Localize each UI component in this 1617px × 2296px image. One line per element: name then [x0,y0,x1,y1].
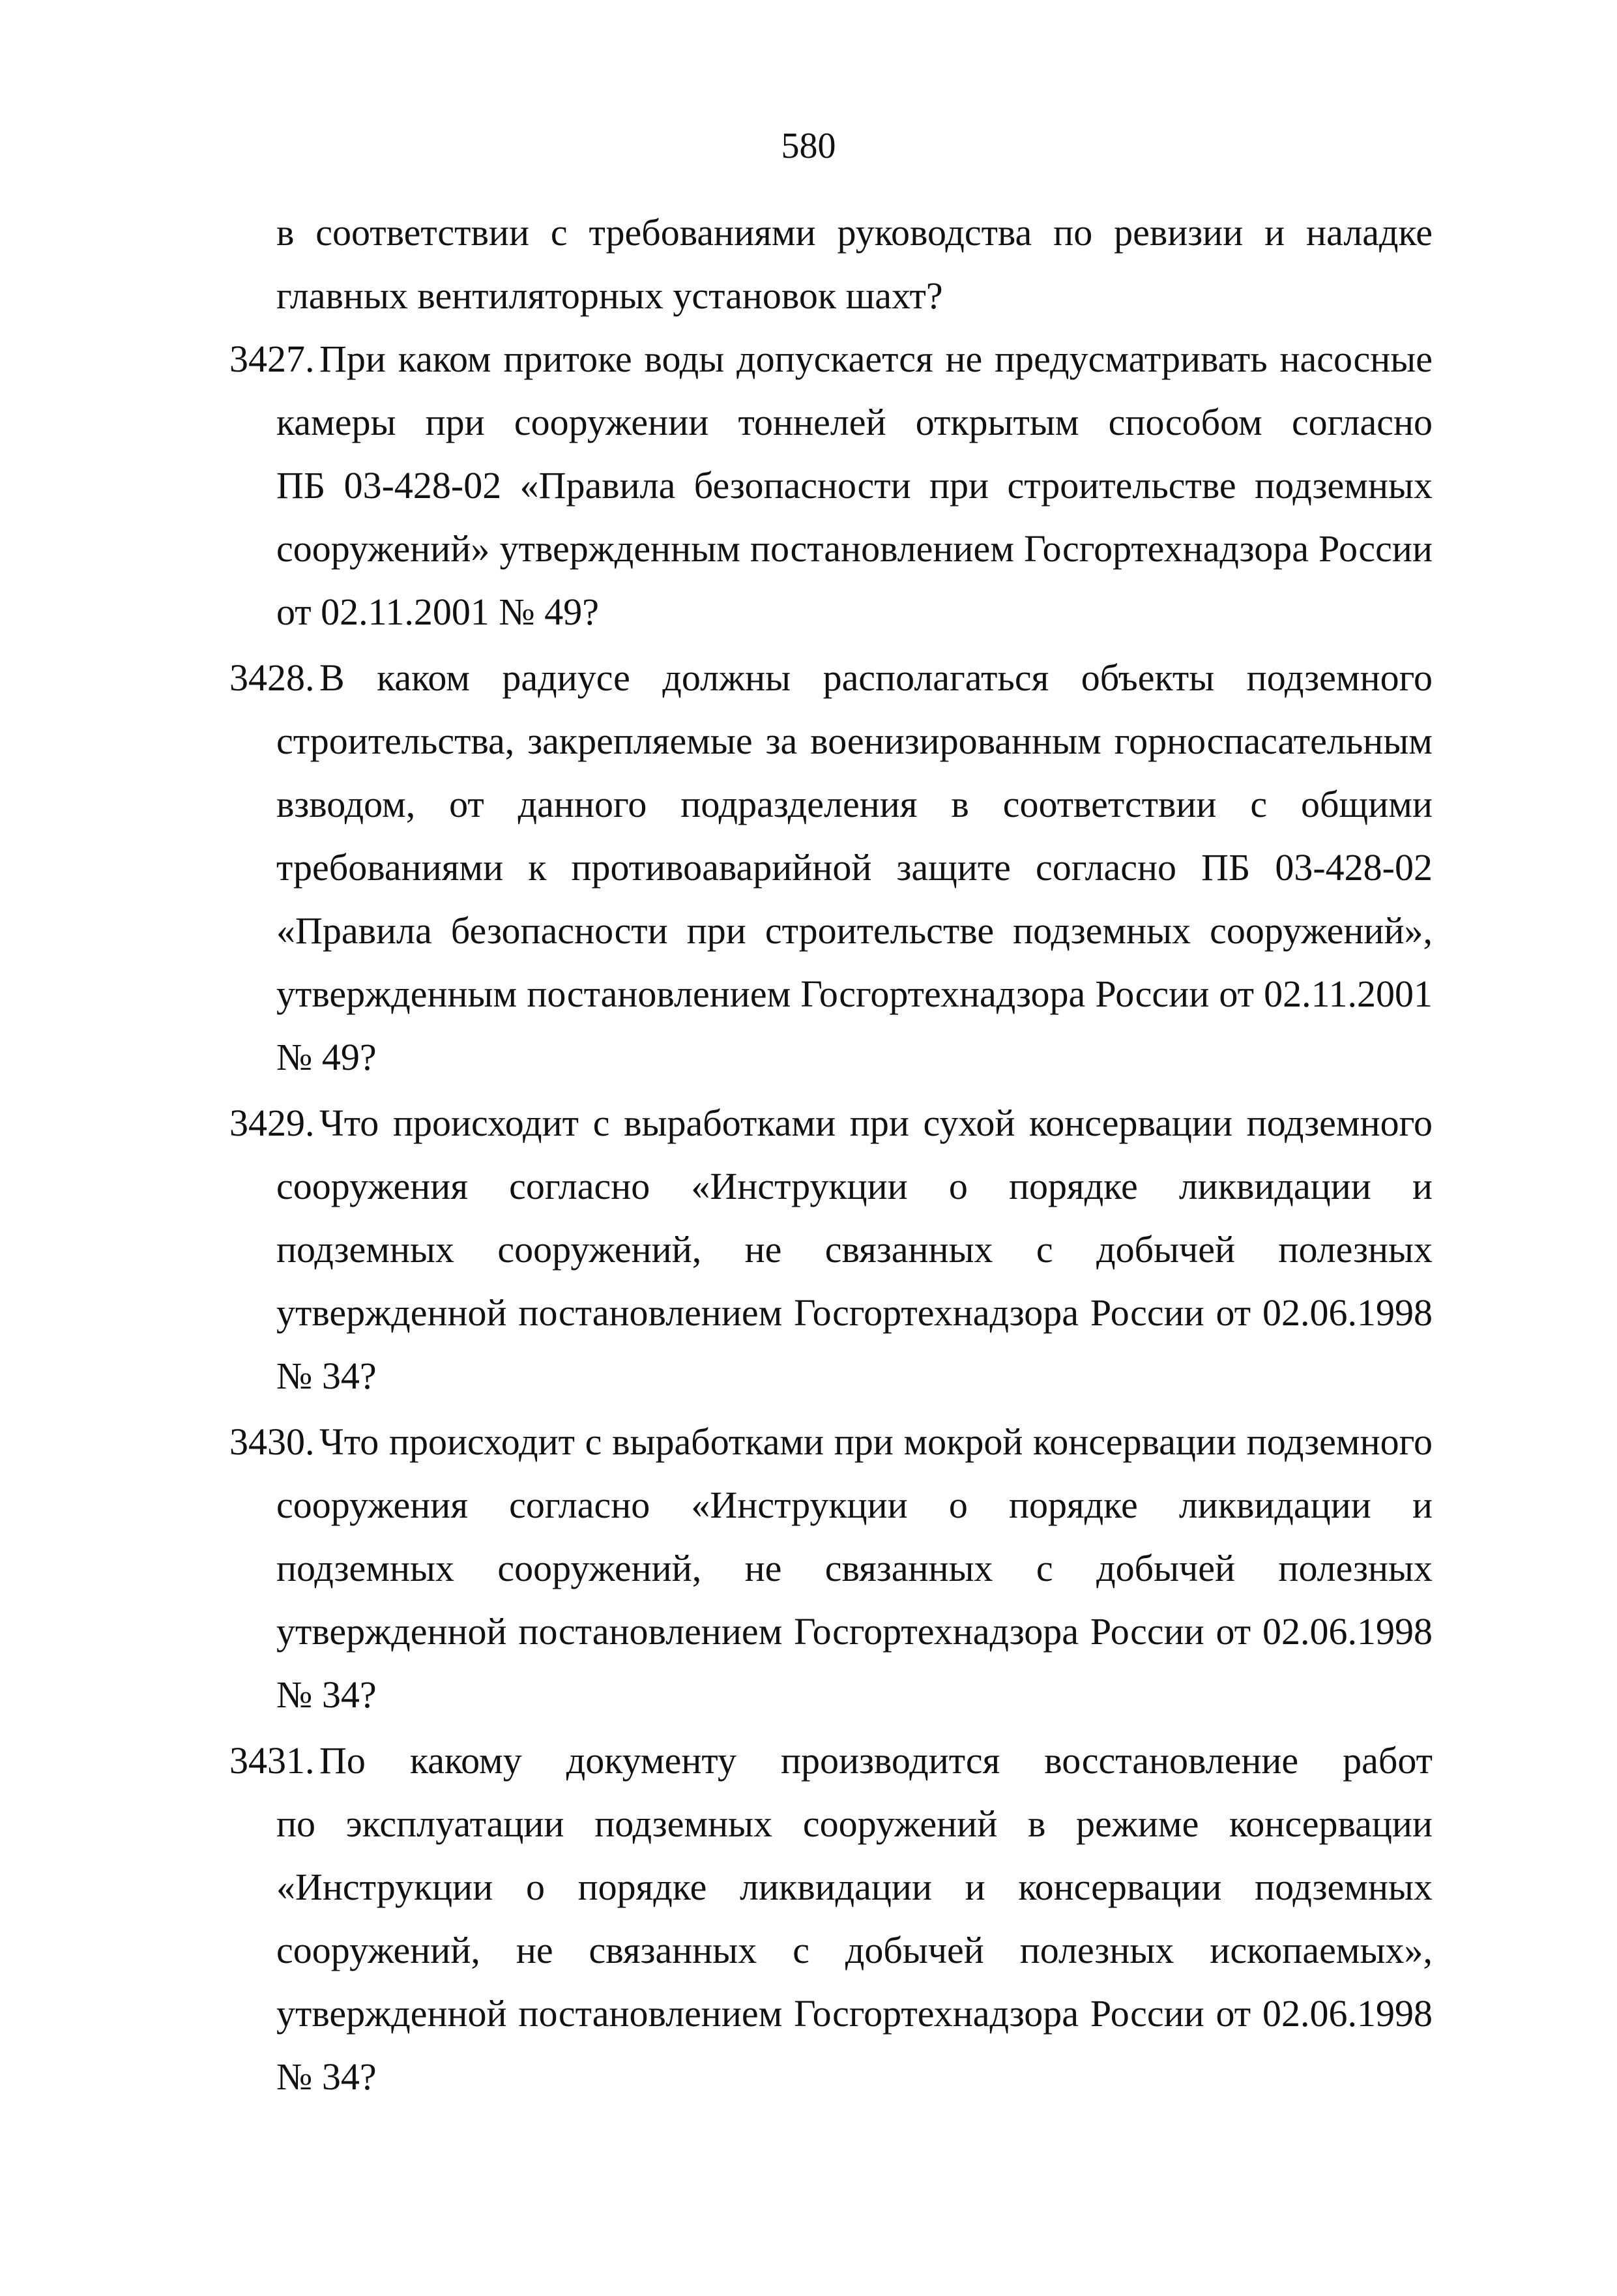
text-line: № 34? [276,1673,377,1716]
text-line: утвержденным постановлением Госгортехнадзора России от 02.11.2001 [276,973,1433,1015]
text-line: 3429. Что происходит с выработками при сухой консервации подземного [229,1091,1433,1155]
text-line: утвержденной постановлением Госгортехнадзора России от 02.06.1998 [276,1610,1433,1653]
page-number: 580 [781,126,836,166]
text-line: взводом, от данного подразделения в соответствии с общими [276,783,1433,825]
text-line: от 02.11.2001 № 49? [276,591,600,633]
text-line: № 34? [276,2055,377,2098]
question-number: 3428. [229,656,315,699]
question-number: 3431. [229,1739,315,1782]
text-line: по эксплуатации подземных сооружений в режиме консервации [276,1803,1433,1845]
text-line: главных вентиляторных установок шахт? [276,274,943,317]
text-line: камеры при сооружении тоннелей открытым способом согласно [276,401,1433,443]
text-line: сооружения согласно «Инструкции о порядке ликвидации и [276,1484,1433,1526]
document-body [229,201,1433,2111]
question-3428 [229,646,1433,1089]
question-3430 [229,1410,1433,1726]
text-line: подземных сооружений, не связанных с добычей полезных [276,1228,1433,1271]
text-line: в соответствии с требованиями руководства по ревизии и наладке [276,211,1433,254]
question-number: 3430. [229,1420,315,1463]
question-3427 [229,327,1433,643]
text-line: 3430. Что происходит с выработками при мокрой консервации подземного [229,1410,1433,1473]
text-line: строительства, закрепляемые за военизированным горноспасательным [276,720,1433,762]
text-line: утвержденной постановлением Госгортехнадзора России от 02.06.1998 [276,1992,1433,2035]
text-line: № 34? [276,1355,377,1397]
text-line: сооружений, не связанных с добычей полезных ископаемых», [276,1929,1433,1971]
text-line: «Правила безопасности при строительстве подземных сооружений», [276,909,1433,952]
question-3431 [229,1729,1433,2108]
text-line: 3428. В каком радиусе должны располагаться объекты подземного [229,646,1433,709]
text-line: требованиями к противоаварийной защите согласно ПБ 03-428-02 [276,846,1433,889]
text-line: 3431. По какому документу производится восстановление работ [229,1729,1433,1792]
continuation-block [229,201,1433,327]
text-line: сооружения согласно «Инструкции о порядке ликвидации и [276,1165,1433,1207]
question-3429 [229,1091,1433,1407]
text-line: ПБ 03-428-02 «Правила безопасности при строительстве подземных [276,464,1433,507]
text-line: утвержденной постановлением Госгортехнадзора России от 02.06.1998 [276,1291,1433,1334]
question-number: 3427. [229,338,315,380]
text-line: подземных сооружений, не связанных с добычей полезных [276,1547,1433,1589]
text-line: сооружений» утвержденным постановлением Госгортехнадзора России [276,527,1433,570]
text-line: 3427. При каком притоке воды допускается не предусматривать насосные [229,327,1433,390]
text-line: «Инструкции о порядке ликвидации и консервации подземных [276,1866,1433,1908]
text-line: № 49? [276,1036,377,1078]
question-number: 3429. [229,1102,315,1144]
